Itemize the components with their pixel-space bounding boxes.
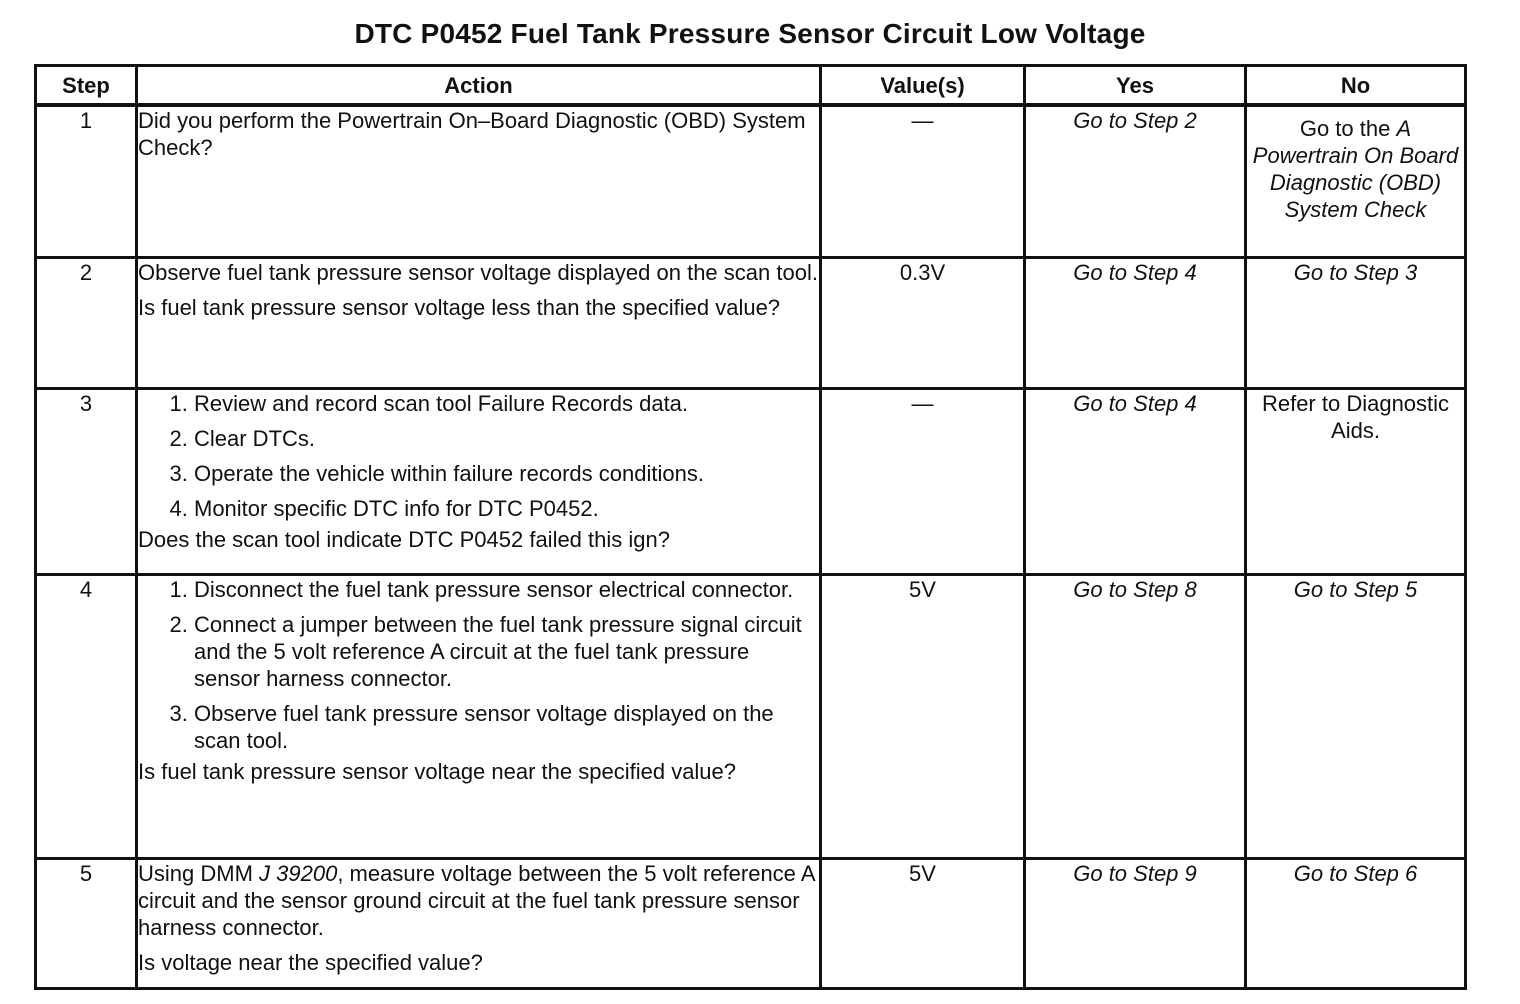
table-row: [36, 574, 1466, 858]
yes-link[interactable]: Go to Step 4: [1025, 388, 1246, 574]
step-number: 1: [36, 105, 137, 257]
action-text: Did you perform the Powertrain On–Board Diagnostic (OBD) System Check?: [138, 108, 806, 160]
action-text-a: Using DMM: [138, 860, 260, 886]
procedure-list: [138, 390, 819, 522]
header-action: Action: [137, 66, 821, 106]
step-number: 4: [36, 574, 137, 858]
yes-link[interactable]: Go to Step 4: [1025, 257, 1246, 388]
list-item: 3. Operate the vehicle within failure records conditions.: [194, 460, 819, 487]
action-question: Is fuel tank pressure sensor voltage less than the specified value?: [138, 294, 781, 320]
no-prefix: Go to the: [1299, 116, 1397, 141]
value-cell: —: [821, 105, 1025, 257]
no-link-obd-check[interactable]: A Powertrain On Board Diagnostic (OBD) System Check: [1252, 116, 1459, 222]
yes-link[interactable]: Go to Step 2: [1025, 105, 1246, 257]
list-item: 4. Monitor specific DTC info for DTC P0452.: [194, 495, 819, 522]
value-cell: —: [821, 388, 1025, 574]
list-item: 2. Clear DTCs.: [194, 425, 819, 452]
tool-reference: J 39200: [259, 860, 338, 886]
table-row: [36, 105, 1466, 257]
value-cell: 5V: [821, 858, 1025, 988]
no-text: Refer to Diagnostic Aids.: [1246, 388, 1466, 574]
action-cell: [137, 257, 821, 388]
table-row: [36, 388, 1466, 574]
action-cell: [137, 858, 821, 988]
no-link[interactable]: Go to Step 5: [1246, 574, 1466, 858]
header-values: Value(s): [821, 66, 1025, 106]
yes-link[interactable]: Go to Step 9: [1025, 858, 1246, 988]
step-number: 5: [36, 858, 137, 988]
step-number: 2: [36, 257, 137, 388]
no-link[interactable]: Go to Step 3: [1246, 257, 1466, 388]
table-row: [36, 257, 1466, 388]
page-title: DTC P0452 Fuel Tank Pressure Sensor Circuit Low Voltage: [354, 18, 1146, 49]
table-header-row: [36, 66, 1466, 106]
value-cell: 5V: [821, 574, 1025, 858]
action-text: Observe fuel tank pressure sensor voltage displayed on the scan tool.: [138, 259, 818, 285]
action-text: [138, 860, 819, 941]
action-question: Is fuel tank pressure sensor voltage near the specified value?: [138, 758, 737, 784]
list-item: 3. Observe fuel tank pressure sensor voltage displayed on the scan tool.: [194, 700, 819, 754]
header-no: No: [1246, 66, 1466, 106]
procedure-list: [138, 576, 819, 754]
yes-link[interactable]: Go to Step 8: [1025, 574, 1246, 858]
action-cell: [137, 105, 821, 257]
action-cell: [137, 574, 821, 858]
no-cell: [1246, 105, 1466, 257]
header-yes: Yes: [1025, 66, 1246, 106]
table-row: [36, 858, 1466, 988]
action-question: Is voltage near the specified value?: [138, 949, 483, 975]
no-link[interactable]: Go to Step 6: [1246, 858, 1466, 988]
diagnostic-table: [34, 64, 1467, 990]
action-cell: [137, 388, 821, 574]
list-item: 1. Disconnect the fuel tank pressure sensor electrical connector.: [194, 576, 819, 603]
action-question: Does the scan tool indicate DTC P0452 failed this ign?: [138, 526, 670, 552]
step-number: 3: [36, 388, 137, 574]
list-item: 1. Review and record scan tool Failure Records data.: [194, 390, 819, 417]
header-step: Step: [36, 66, 137, 106]
action-text-b: , measure voltage between the 5 volt reference A circuit and the sensor ground circuit at the fuel tank pressure sensor harness connector.: [138, 860, 815, 940]
value-cell: 0.3V: [821, 257, 1025, 388]
list-item: 2. Connect a jumper between the fuel tank pressure signal circuit and the 5 volt reference A circuit at the fuel tank pressure sensor harness connector.: [194, 611, 819, 692]
